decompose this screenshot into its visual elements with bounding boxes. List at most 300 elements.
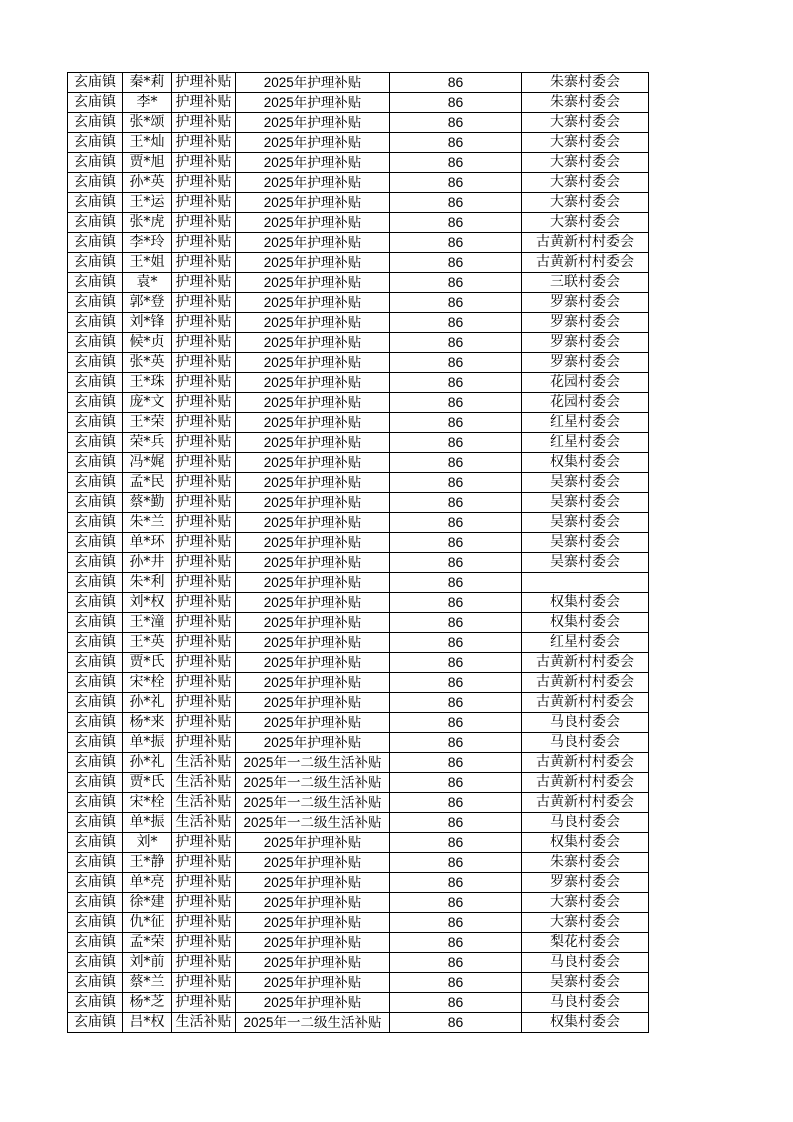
subsidy-item-cell: 2025年护理补贴 [236,413,390,433]
subsidy-item-cell: 2025年护理补贴 [236,153,390,173]
table-row [68,353,649,373]
amount-cell: 86 [390,293,522,313]
town-cell: 玄庙镇 [68,913,123,933]
subsidy-type-cell: 护理补贴 [172,493,236,513]
town-cell: 玄庙镇 [68,373,123,393]
town-cell: 玄庙镇 [68,593,123,613]
amount-cell: 86 [390,713,522,733]
village-committee-cell: 大寨村委会 [522,133,649,153]
name-cell: 刘*前 [123,953,172,973]
village-committee-cell: 红星村委会 [522,413,649,433]
subsidy-item-cell: 2025年护理补贴 [236,873,390,893]
name-cell: 单*亮 [123,873,172,893]
subsidy-item-cell: 2025年护理补贴 [236,533,390,553]
town-cell: 玄庙镇 [68,813,123,833]
table-row [68,773,649,793]
name-cell: 杨*来 [123,713,172,733]
name-cell: 孟*荣 [123,933,172,953]
name-cell: 孙*英 [123,173,172,193]
town-cell: 玄庙镇 [68,513,123,533]
subsidy-type-cell: 护理补贴 [172,473,236,493]
amount-cell: 86 [390,693,522,713]
subsidy-type-cell: 护理补贴 [172,973,236,993]
village-committee-cell: 花园村委会 [522,373,649,393]
table-row [68,613,649,633]
town-cell: 玄庙镇 [68,853,123,873]
village-committee-cell: 大寨村委会 [522,113,649,133]
table-row [68,633,649,653]
town-cell: 玄庙镇 [68,153,123,173]
name-cell: 冯*娓 [123,453,172,473]
name-cell: 朱*利 [123,573,172,593]
subsidy-item-cell: 2025年护理补贴 [236,133,390,153]
name-cell: 张*虎 [123,213,172,233]
town-cell: 玄庙镇 [68,333,123,353]
name-cell: 王*运 [123,193,172,213]
amount-cell: 86 [390,93,522,113]
name-cell: 王*英 [123,633,172,653]
amount-cell: 86 [390,873,522,893]
amount-cell: 86 [390,533,522,553]
subsidy-item-cell: 2025年护理补贴 [236,633,390,653]
subsidy-type-cell: 护理补贴 [172,653,236,673]
subsidy-item-cell: 2025年护理补贴 [236,893,390,913]
village-committee-cell: 罗寨村委会 [522,873,649,893]
subsidy-item-cell: 2025年护理补贴 [236,73,390,93]
village-committee-cell: 罗寨村委会 [522,333,649,353]
amount-cell: 86 [390,1013,522,1033]
subsidy-type-cell: 护理补贴 [172,953,236,973]
village-committee-cell: 三联村委会 [522,273,649,293]
table-row [68,193,649,213]
name-cell: 单*振 [123,733,172,753]
subsidy-type-cell: 护理补贴 [172,373,236,393]
name-cell: 杨*芝 [123,993,172,1013]
subsidy-type-cell: 护理补贴 [172,693,236,713]
name-cell: 徐*建 [123,893,172,913]
subsidy-type-cell: 护理补贴 [172,873,236,893]
subsidy-item-cell: 2025年护理补贴 [236,573,390,593]
village-committee-cell: 古黄新村村委会 [522,693,649,713]
village-committee-cell: 朱寨村委会 [522,93,649,113]
town-cell: 玄庙镇 [68,393,123,413]
village-committee-cell: 马良村委会 [522,813,649,833]
town-cell: 玄庙镇 [68,773,123,793]
subsidy-item-cell: 2025年护理补贴 [236,993,390,1013]
town-cell: 玄庙镇 [68,553,123,573]
subsidy-type-cell: 护理补贴 [172,353,236,373]
subsidy-item-cell: 2025年护理补贴 [236,213,390,233]
subsidy-type-cell: 护理补贴 [172,993,236,1013]
subsidy-item-cell: 2025年护理补贴 [236,493,390,513]
town-cell: 玄庙镇 [68,413,123,433]
amount-cell: 86 [390,513,522,533]
subsidy-type-cell: 护理补贴 [172,413,236,433]
name-cell: 张*颂 [123,113,172,133]
town-cell: 玄庙镇 [68,473,123,493]
subsidy-item-cell: 2025年护理补贴 [236,433,390,453]
name-cell: 庞*文 [123,393,172,413]
subsidy-item-cell: 2025年护理补贴 [236,173,390,193]
table-row [68,913,649,933]
town-cell: 玄庙镇 [68,753,123,773]
town-cell: 玄庙镇 [68,253,123,273]
amount-cell: 86 [390,993,522,1013]
table-row [68,733,649,753]
subsidy-item-cell: 2025年护理补贴 [236,93,390,113]
name-cell: 刘* [123,833,172,853]
town-cell: 玄庙镇 [68,953,123,973]
town-cell: 玄庙镇 [68,293,123,313]
amount-cell: 86 [390,613,522,633]
village-committee-cell: 吴寨村委会 [522,493,649,513]
amount-cell: 86 [390,773,522,793]
subsidy-item-cell: 2025年护理补贴 [236,113,390,133]
table-row [68,993,649,1013]
village-committee-cell: 权集村委会 [522,593,649,613]
table-row [68,753,649,773]
subsidy-type-cell: 护理补贴 [172,93,236,113]
name-cell: 李*玲 [123,233,172,253]
table-row [68,473,649,493]
village-committee-cell: 梨花村委会 [522,933,649,953]
subsidy-type-cell: 护理补贴 [172,393,236,413]
amount-cell: 86 [390,673,522,693]
name-cell: 贾*旭 [123,153,172,173]
town-cell: 玄庙镇 [68,93,123,113]
subsidy-type-cell: 护理补贴 [172,573,236,593]
town-cell: 玄庙镇 [68,493,123,513]
table-row [68,393,649,413]
subsidy-type-cell: 护理补贴 [172,213,236,233]
table-row [68,153,649,173]
subsidy-type-cell: 护理补贴 [172,893,236,913]
town-cell: 玄庙镇 [68,533,123,553]
amount-cell: 86 [390,453,522,473]
amount-cell: 86 [390,813,522,833]
village-committee-cell: 马良村委会 [522,953,649,973]
amount-cell: 86 [390,373,522,393]
village-committee-cell: 红星村委会 [522,633,649,653]
table-row [68,413,649,433]
amount-cell: 86 [390,593,522,613]
subsidy-type-cell: 生活补贴 [172,813,236,833]
table-row [68,593,649,613]
subsidy-item-cell: 2025年护理补贴 [236,593,390,613]
village-committee-cell: 权集村委会 [522,833,649,853]
town-cell: 玄庙镇 [68,833,123,853]
table-row [68,693,649,713]
table-row [68,493,649,513]
village-committee-cell: 古黄新村村委会 [522,653,649,673]
amount-cell: 86 [390,553,522,573]
name-cell: 孙*井 [123,553,172,573]
subsidy-item-cell: 2025年护理补贴 [236,293,390,313]
subsidy-type-cell: 护理补贴 [172,73,236,93]
subsidy-item-cell: 2025年一二级生活补贴 [236,753,390,773]
subsidy-item-cell: 2025年护理补贴 [236,453,390,473]
amount-cell: 86 [390,173,522,193]
subsidy-item-cell: 2025年护理补贴 [236,353,390,373]
table-row [68,533,649,553]
amount-cell: 86 [390,973,522,993]
table-row [68,933,649,953]
village-committee-cell: 古黄新村村委会 [522,233,649,253]
subsidy-item-cell: 2025年护理补贴 [236,613,390,633]
village-committee-cell: 权集村委会 [522,613,649,633]
amount-cell: 86 [390,653,522,673]
town-cell: 玄庙镇 [68,133,123,153]
town-cell: 玄庙镇 [68,893,123,913]
town-cell: 玄庙镇 [68,233,123,253]
subsidy-type-cell: 护理补贴 [172,633,236,653]
amount-cell: 86 [390,733,522,753]
subsidy-item-cell: 2025年护理补贴 [236,553,390,573]
subsidy-item-cell: 2025年护理补贴 [236,653,390,673]
subsidy-item-cell: 2025年护理补贴 [236,953,390,973]
name-cell: 蔡*勤 [123,493,172,513]
subsidy-item-cell: 2025年一二级生活补贴 [236,813,390,833]
village-committee-cell: 花园村委会 [522,393,649,413]
amount-cell: 86 [390,413,522,433]
subsidy-type-cell: 护理补贴 [172,253,236,273]
village-committee-cell: 大寨村委会 [522,913,649,933]
town-cell: 玄庙镇 [68,433,123,453]
subsidy-type-cell: 护理补贴 [172,713,236,733]
village-committee-cell: 权集村委会 [522,1013,649,1033]
village-committee-cell: 权集村委会 [522,453,649,473]
town-cell: 玄庙镇 [68,573,123,593]
village-committee-cell [522,573,649,593]
subsidy-item-cell: 2025年一二级生活补贴 [236,773,390,793]
amount-cell: 86 [390,253,522,273]
village-committee-cell: 吴寨村委会 [522,533,649,553]
amount-cell: 86 [390,213,522,233]
village-committee-cell: 马良村委会 [522,713,649,733]
town-cell: 玄庙镇 [68,653,123,673]
village-committee-cell: 罗寨村委会 [522,353,649,373]
table-row [68,833,649,853]
subsidy-type-cell: 护理补贴 [172,173,236,193]
table-row [68,373,649,393]
subsidy-type-cell: 护理补贴 [172,233,236,253]
subsidy-type-cell: 护理补贴 [172,593,236,613]
town-cell: 玄庙镇 [68,713,123,733]
town-cell: 玄庙镇 [68,113,123,133]
name-cell: 王*灿 [123,133,172,153]
subsidy-type-cell: 生活补贴 [172,773,236,793]
subsidy-item-cell: 2025年护理补贴 [236,853,390,873]
amount-cell: 86 [390,73,522,93]
name-cell: 宋*栓 [123,793,172,813]
subsidy-item-cell: 2025年护理补贴 [236,913,390,933]
subsidy-type-cell: 护理补贴 [172,333,236,353]
village-committee-cell: 马良村委会 [522,993,649,1013]
table-row [68,553,649,573]
table-row [68,1013,649,1033]
table-row [68,953,649,973]
subsidy-item-cell: 2025年护理补贴 [236,713,390,733]
table-row [68,853,649,873]
subsidy-item-cell: 2025年护理补贴 [236,313,390,333]
table-row [68,433,649,453]
subsidy-item-cell: 2025年一二级生活补贴 [236,1013,390,1033]
village-committee-cell: 吴寨村委会 [522,553,649,573]
amount-cell: 86 [390,853,522,873]
town-cell: 玄庙镇 [68,613,123,633]
table-row [68,313,649,333]
name-cell: 吕*权 [123,1013,172,1033]
name-cell: 李* [123,93,172,113]
name-cell: 蔡*兰 [123,973,172,993]
table-row [68,173,649,193]
table-row [68,973,649,993]
amount-cell: 86 [390,933,522,953]
town-cell: 玄庙镇 [68,73,123,93]
subsidy-item-cell: 2025年护理补贴 [236,973,390,993]
subsidy-item-cell: 2025年护理补贴 [236,933,390,953]
village-committee-cell: 吴寨村委会 [522,973,649,993]
village-committee-cell: 古黄新村村委会 [522,773,649,793]
town-cell: 玄庙镇 [68,273,123,293]
amount-cell: 86 [390,313,522,333]
town-cell: 玄庙镇 [68,993,123,1013]
amount-cell: 86 [390,193,522,213]
subsidy-type-cell: 生活补贴 [172,793,236,813]
name-cell: 袁* [123,273,172,293]
town-cell: 玄庙镇 [68,733,123,753]
amount-cell: 86 [390,953,522,973]
table-row [68,133,649,153]
subsidy-item-cell: 2025年护理补贴 [236,833,390,853]
table-row [68,673,649,693]
town-cell: 玄庙镇 [68,873,123,893]
amount-cell: 86 [390,393,522,413]
name-cell: 宋*栓 [123,673,172,693]
subsidy-item-cell: 2025年护理补贴 [236,253,390,273]
town-cell: 玄庙镇 [68,173,123,193]
subsidy-type-cell: 护理补贴 [172,513,236,533]
subsidy-type-cell: 护理补贴 [172,153,236,173]
name-cell: 荣*兵 [123,433,172,453]
table-row [68,113,649,133]
amount-cell: 86 [390,113,522,133]
table-row [68,573,649,593]
name-cell: 王*荣 [123,413,172,433]
name-cell: 王*潼 [123,613,172,633]
subsidy-type-cell: 护理补贴 [172,913,236,933]
name-cell: 秦*莉 [123,73,172,93]
village-committee-cell: 古黄新村村委会 [522,793,649,813]
amount-cell: 86 [390,473,522,493]
subsidy-type-cell: 护理补贴 [172,293,236,313]
name-cell: 王*珠 [123,373,172,393]
town-cell: 玄庙镇 [68,673,123,693]
table-row [68,333,649,353]
table-row [68,213,649,233]
amount-cell: 86 [390,433,522,453]
table-row [68,793,649,813]
name-cell: 王*静 [123,853,172,873]
subsidy-type-cell: 护理补贴 [172,853,236,873]
name-cell: 贾*氏 [123,653,172,673]
name-cell: 刘*锋 [123,313,172,333]
amount-cell: 86 [390,793,522,813]
table-row [68,453,649,473]
town-cell: 玄庙镇 [68,313,123,333]
village-committee-cell: 古黄新村村委会 [522,753,649,773]
name-cell: 张*英 [123,353,172,373]
village-committee-cell: 大寨村委会 [522,893,649,913]
name-cell: 仇*征 [123,913,172,933]
name-cell: 王*姐 [123,253,172,273]
name-cell: 孟*民 [123,473,172,493]
subsidy-item-cell: 2025年护理补贴 [236,233,390,253]
name-cell: 孙*礼 [123,693,172,713]
amount-cell: 86 [390,133,522,153]
name-cell: 孙*礼 [123,753,172,773]
subsidy-item-cell: 2025年护理补贴 [236,673,390,693]
amount-cell: 86 [390,573,522,593]
town-cell: 玄庙镇 [68,633,123,653]
subsidy-type-cell: 护理补贴 [172,613,236,633]
town-cell: 玄庙镇 [68,453,123,473]
town-cell: 玄庙镇 [68,193,123,213]
subsidy-type-cell: 护理补贴 [172,113,236,133]
subsidy-type-cell: 护理补贴 [172,193,236,213]
name-cell: 郭*登 [123,293,172,313]
town-cell: 玄庙镇 [68,973,123,993]
village-committee-cell: 大寨村委会 [522,193,649,213]
village-committee-cell: 朱寨村委会 [522,73,649,93]
amount-cell: 86 [390,633,522,653]
subsidy-item-cell: 2025年护理补贴 [236,193,390,213]
amount-cell: 86 [390,333,522,353]
table-row [68,253,649,273]
subsidy-item-cell: 2025年护理补贴 [236,333,390,353]
subsidy-item-cell: 2025年护理补贴 [236,373,390,393]
table-row [68,513,649,533]
name-cell: 朱*兰 [123,513,172,533]
village-committee-cell: 罗寨村委会 [522,293,649,313]
subsidy-item-cell: 2025年护理补贴 [236,473,390,493]
amount-cell: 86 [390,913,522,933]
subsidy-type-cell: 护理补贴 [172,553,236,573]
subsidy-type-cell: 护理补贴 [172,833,236,853]
village-committee-cell: 大寨村委会 [522,173,649,193]
table-row [68,713,649,733]
village-committee-cell: 古黄新村村委会 [522,253,649,273]
village-committee-cell: 罗寨村委会 [522,313,649,333]
table-row [68,73,649,93]
town-cell: 玄庙镇 [68,213,123,233]
table-row [68,893,649,913]
subsidy-item-cell: 2025年护理补贴 [236,393,390,413]
town-cell: 玄庙镇 [68,793,123,813]
amount-cell: 86 [390,353,522,373]
name-cell: 候*贞 [123,333,172,353]
amount-cell: 86 [390,893,522,913]
town-cell: 玄庙镇 [68,933,123,953]
name-cell: 刘*权 [123,593,172,613]
amount-cell: 86 [390,753,522,773]
subsidy-type-cell: 护理补贴 [172,313,236,333]
subsidy-type-cell: 生活补贴 [172,1013,236,1033]
subsidy-type-cell: 护理补贴 [172,273,236,293]
table-row [68,813,649,833]
subsidy-item-cell: 2025年护理补贴 [236,513,390,533]
table-row [68,273,649,293]
